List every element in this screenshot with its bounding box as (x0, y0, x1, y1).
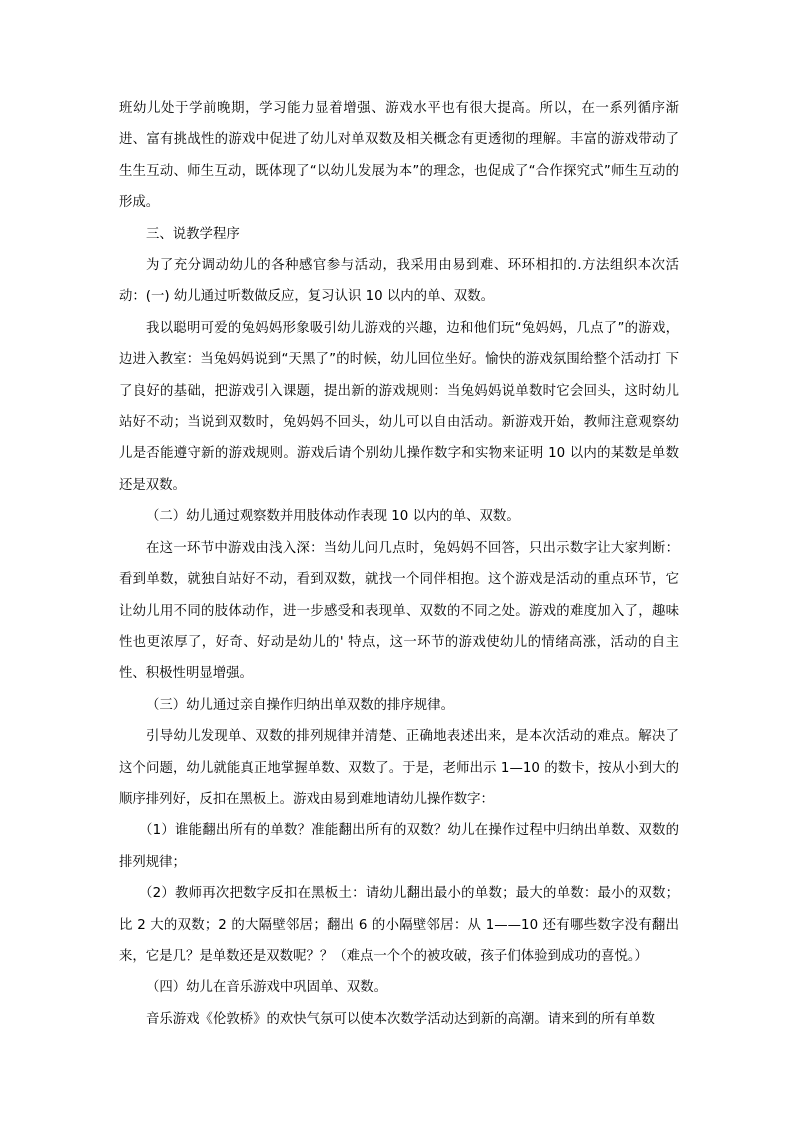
document-body (119, 93, 679, 1035)
paragraph-step-four-detail: 音乐游戏《伦敦桥》的欢快气氛可以使本次数学活动达到新的高潮。请来到的所有单数 (146, 1011, 655, 1027)
paragraph-procedure-overview: 为了充分调动幼儿的各种感官参与活动，我采用由易到难、环环相扣的.方法组织本次活动：(一) 幼儿通过听数做反应，复习认识 10 以内的单、双数。 (119, 258, 679, 305)
subheading-step-three: （三）幼儿通过亲自操作归纳出单双数的排序规律。 (146, 697, 454, 713)
paragraph-intro-continuation: 班幼儿处于学前晚期，学习能力显着增强、游戏水平也有很大提高。所以，在一系列循序渐进、富有挑战性的游戏中促进了幼儿对单双数及相关概念有更透彻的理解。丰富的游戏带动了生生互动、师生互动，既体现了“以幼儿发展为本”的理念，也促成了“合作探究式”师生互动的形成。 (119, 101, 679, 211)
subheading-step-four: （四）幼儿在音乐游戏中巩固单、双数。 (146, 980, 388, 996)
subheading-step-two: （二）幼儿通过观察数并用肢体动作表现 10 以内的单、双数。 (146, 509, 520, 525)
list-item-one: （1）谁能翻出所有的单数？准能翻出所有的双数？幼儿在操作过程中归纳出单数、双数的排列规律； (119, 823, 679, 870)
list-item-two: （2）教师再次把数字反扣在黑板土：请幼儿翻出最小的单数；最大的单数：最小的双数；比 2 大的双数；2 的大隔壁邻居；翻出 6 的小隔壁邻居：从 1——10 还有哪些数字没有翻出来，它是几？是单数还是双数呢？？（难点一个个的被攻破，孩子们体验到成功的喜悦。） (119, 886, 679, 964)
paragraph-step-one-detail: 我以聪明可爱的兔妈妈形象吸引幼儿游戏的兴趣，边和他们玩“兔妈妈，几点了”的游戏，边进入教室：当兔妈妈说到“天黑了”的时候，幼儿回位坐好。愉快的游戏氛围给整个活动打 下了良好的基础，把游戏引入课题，提出新的游戏规则：当兔妈妈说单数时它会回头，这时幼儿站好不动；当说到双数时，兔妈妈不回头，幼儿可以自由活动。新游戏开始，教师注意观察幼儿是否能遵守新的游戏规则。游戏后请个别幼儿操作数字和实物来证明 10 以内的某数是单数还是双数。 (119, 320, 679, 493)
section-heading-teaching-procedure: 三、说教学程序 (146, 226, 240, 242)
paragraph-step-three-detail: 引导幼儿发现单、双数的排列规律并清楚、正确地表述出来，是本次活动的难点。解决了这个问题，幼儿就能真正地掌握单数、双数了。于是，老师出示 1—10 的数卡，按从小到大的顺序排列好，反扣在黑板上。游戏由易到难地请幼儿操作数字： (119, 729, 679, 807)
paragraph-step-two-detail: 在这一环节中游戏由浅入深：当幼儿问几点时，兔妈妈不回答，只出示数字让大家判断：看到单数，就独自站好不动，看到双数，就找一个同伴相抱。这个游戏是活动的重点环节，它让幼儿用不同的肢体动作，进一步感受和表现单、双数的不同之处。游戏的难度加入了，趣味性也更浓厚了，好奇、好动是幼儿的' 特点，这一环节的游戏使幼儿的情绪高涨，活动的自主性、积极性明显增强。 (119, 540, 679, 682)
